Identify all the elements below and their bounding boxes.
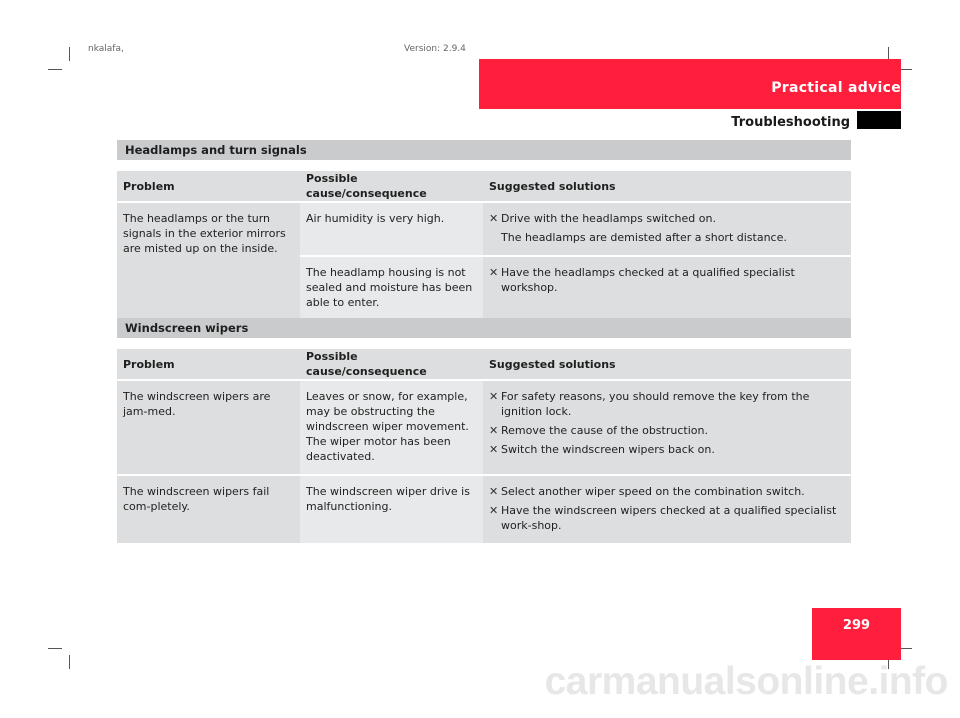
arrow-bullet-icon: ✕ xyxy=(489,212,499,225)
solution-item xyxy=(489,265,845,295)
page-number-box xyxy=(812,608,901,660)
solution-text: Have the headlamps checked at a qualified specialist workshop. xyxy=(501,266,795,294)
cause-cell: Leaves or snow, for example, may be obstructing the windscreen wiper movement. The wiper motor has been deactivated. xyxy=(300,380,483,475)
wipers-section xyxy=(117,318,851,543)
arrow-bullet-icon: ✕ xyxy=(489,485,499,498)
table-row xyxy=(117,380,851,475)
section-title: Practical advice xyxy=(771,80,901,96)
problem-cell: The windscreen wipers fail com-pletely. xyxy=(117,475,300,543)
cause-cell: The windscreen wiper drive is malfunctioning. xyxy=(300,475,483,543)
print-header-version: Version: 2.9.4 xyxy=(404,44,466,54)
column-header-problem: Problem xyxy=(117,349,300,380)
problem-cell: The windscreen wipers are jam-med. xyxy=(117,380,300,475)
solutions-cell xyxy=(483,380,851,475)
solution-text: Select another wiper speed on the combination switch. xyxy=(501,485,805,498)
table-header-row xyxy=(117,349,851,380)
column-header-problem: Problem xyxy=(117,171,300,202)
crop-mark xyxy=(48,69,62,70)
column-header-solutions: Suggested solutions xyxy=(483,171,851,202)
solution-text: Switch the windscreen wipers back on. xyxy=(501,443,715,456)
solution-note: The headlamps are demisted after a short distance. xyxy=(501,231,787,244)
solutions-cell xyxy=(483,475,851,543)
wipers-table xyxy=(117,349,851,543)
solution-text: For safety reasons, you should remove the key from the ignition lock. xyxy=(501,390,810,418)
solution-text: Remove the cause of the obstruction. xyxy=(501,424,708,437)
headlamps-table xyxy=(117,171,851,320)
arrow-bullet-icon: ✕ xyxy=(489,424,499,437)
solution-item xyxy=(489,484,845,499)
cause-cell: Air humidity is very high. xyxy=(300,202,483,256)
solution-item xyxy=(489,503,845,533)
subsection-title: Troubleshooting xyxy=(731,115,850,130)
solution-text: Drive with the headlamps switched on. xyxy=(501,212,716,225)
table-header-row xyxy=(117,171,851,202)
crop-mark xyxy=(48,648,62,649)
problem-cell: The headlamps or the turn signals in the exterior mirrors are misted up on the inside. xyxy=(117,202,300,320)
crop-mark xyxy=(69,47,70,61)
column-header-cause: Possible cause/consequence xyxy=(300,349,483,380)
arrow-bullet-icon: ✕ xyxy=(489,266,499,279)
solution-text: Have the windscreen wipers checked at a qualified specialist work-shop. xyxy=(501,504,837,532)
headlamps-title: Headlamps and turn signals xyxy=(117,140,851,160)
arrow-bullet-icon: ✕ xyxy=(489,504,499,517)
headlamps-section xyxy=(117,140,851,320)
watermark: carmanualsonline.info xyxy=(544,660,948,703)
column-header-cause: Possible cause/consequence xyxy=(300,171,483,202)
solution-item xyxy=(489,211,845,245)
table-row xyxy=(117,475,851,543)
solutions-cell xyxy=(483,256,851,320)
arrow-bullet-icon: ✕ xyxy=(489,443,499,456)
table-row xyxy=(117,202,851,256)
page-number: 299 xyxy=(842,618,871,633)
cause-cell: The headlamp housing is not sealed and moisture has been able to enter. xyxy=(300,256,483,320)
solution-item xyxy=(489,442,845,457)
wipers-title: Windscreen wipers xyxy=(117,318,851,338)
solution-item xyxy=(489,423,845,438)
solutions-cell xyxy=(483,202,851,256)
thumb-index-marker xyxy=(857,111,901,129)
column-header-solutions: Suggested solutions xyxy=(483,349,851,380)
arrow-bullet-icon: ✕ xyxy=(489,390,499,403)
print-header-left: nkalafa, xyxy=(88,44,124,54)
solution-item xyxy=(489,389,845,419)
